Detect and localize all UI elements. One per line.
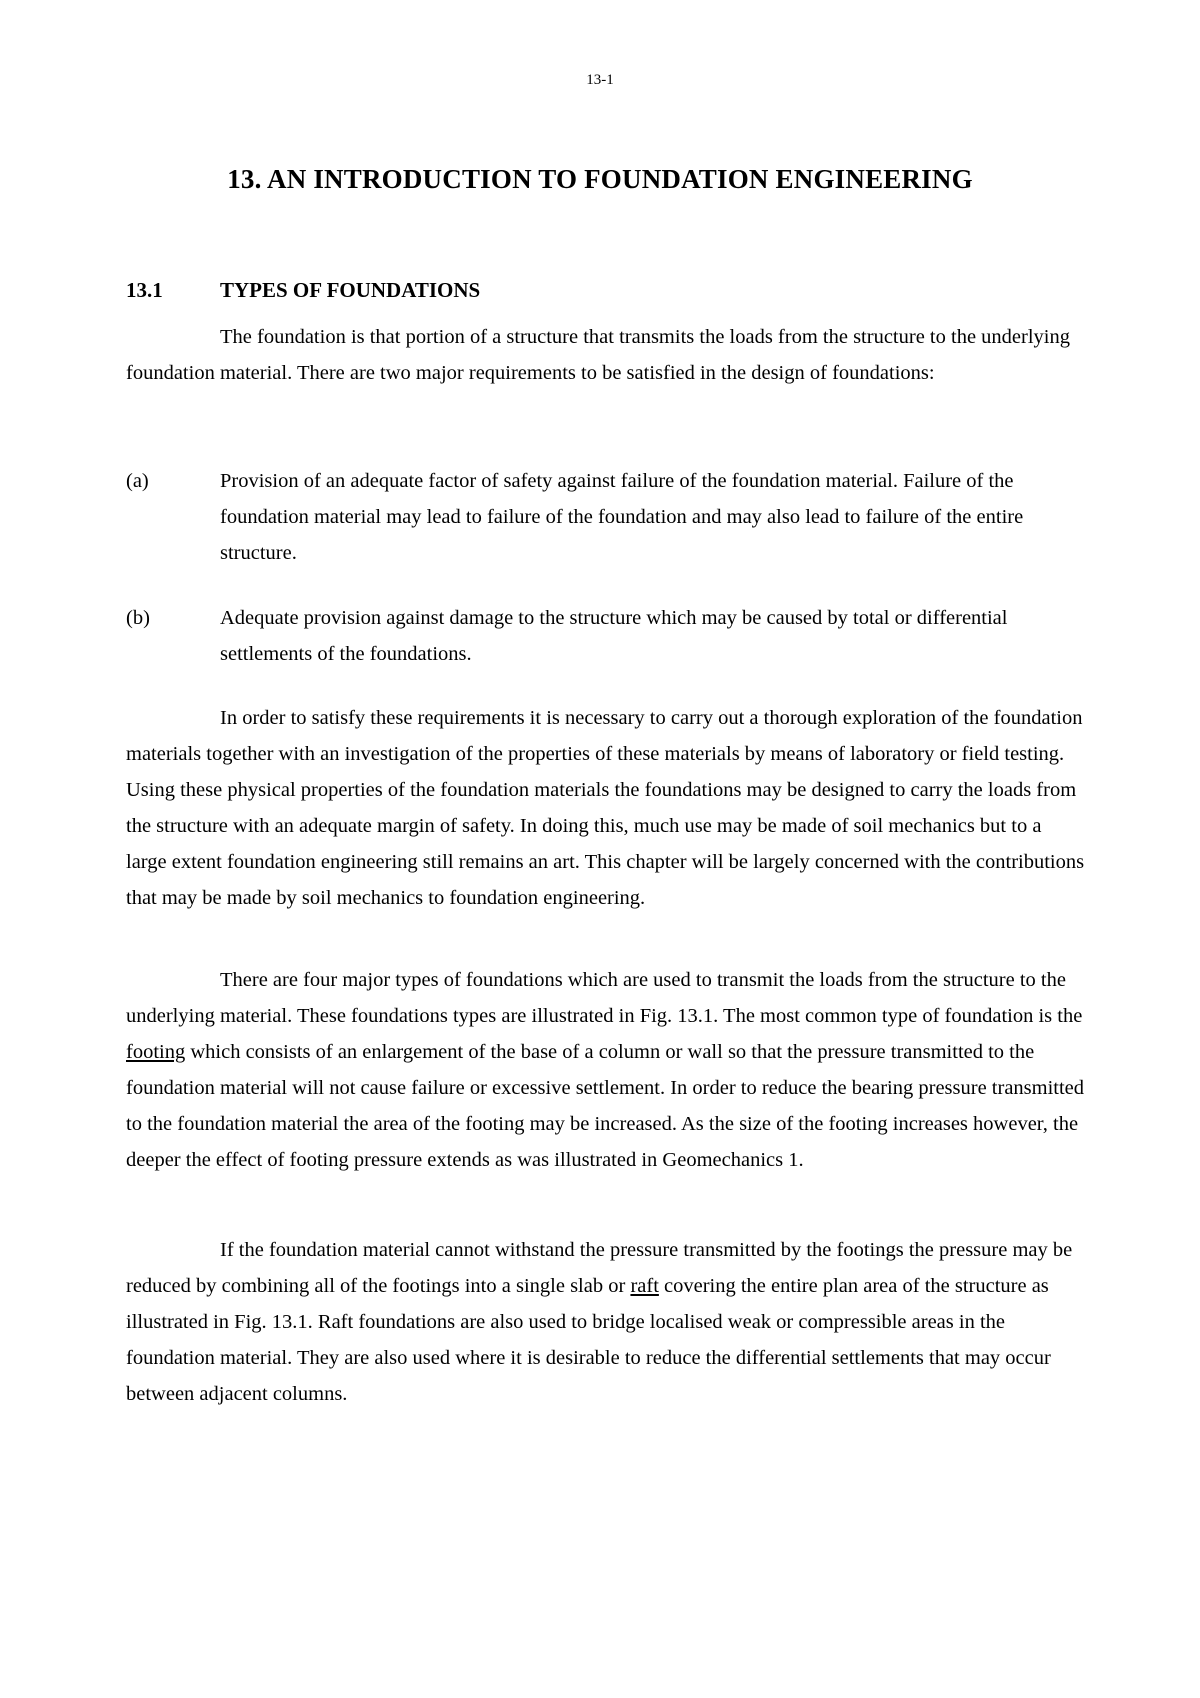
intro-paragraph xyxy=(126,319,1086,391)
chapter-title: 13. AN INTRODUCTION TO FOUNDATION ENGINEERING xyxy=(227,164,973,194)
exploration-paragraph xyxy=(126,700,1086,916)
foundation-types-paragraph xyxy=(126,962,1086,1178)
section-title: TYPES OF FOUNDATIONS xyxy=(220,278,481,302)
raft-text-end: covering the entire plan area of the structure as illustrated in Fig. 13.1. Raft foundations are also used to bridge localised weak or compressible areas in the foundation material. They are also used where it is desirable to reduce the differential settlements that may occur between adjacent columns. xyxy=(126,1275,1051,1405)
section-number: 13.1 xyxy=(126,278,163,302)
section-heading xyxy=(126,278,480,303)
exploration-paragraph-text: In order to satisfy these requirements it is necessary to carry out a thorough exploration of the foundation materials together with an investigation of the properties of these materials by means of laboratory or field testing. Using these physical properties of the foundation materials the foundations may be designed to carry the loads from the structure with an adequate margin of safety. In doing this, much use may be made of soil mechanics but to a large extent foundation engineering still remains an art. This chapter will be largely concerned with the contributions that may be made by soil mechanics to foundation engineering. xyxy=(126,707,1085,909)
foundation-types-text-end: which consists of an enlargement of the base of a column or wall so that the pressure transmitted to the foundation material will not cause failure or excessive settlement. In order to reduce the bearing pressure transmitted to the foundation material the area of the footing may be increased. As the size of the footing increases however, the deeper the effect of footing pressure extends as was illustrated in Geomechanics 1. xyxy=(126,1041,1085,1171)
intro-paragraph-text: The foundation is that portion of a structure that transmits the loads from the structure to the underlying foundation material. There are two major requirements to be satisfied in the design of foundations: xyxy=(126,326,1070,384)
requirement-item-b xyxy=(126,600,1086,672)
footing-term: footing xyxy=(126,1041,186,1063)
requirement-item-a xyxy=(126,463,1086,571)
requirement-text-a: Provision of an adequate factor of safety against failure of the foundation material. Failure of the foundation material may lead to failure of the foundation and may also lead to failure of the entire structure. xyxy=(220,470,1024,564)
page-number: 13-1 xyxy=(586,72,614,88)
requirement-label-b: (b) xyxy=(126,607,150,629)
requirement-label-a: (a) xyxy=(126,470,149,492)
raft-term: raft xyxy=(630,1275,659,1297)
raft-text-start: If the foundation material cannot withstand the pressure transmitted by the footings the pressure may be reduced by combining all of the footings into a single slab or xyxy=(126,1239,1073,1297)
requirement-text-b: Adequate provision against damage to the structure which may be caused by total or differential settlements of the foundations. xyxy=(220,607,1008,665)
raft-paragraph xyxy=(126,1232,1086,1412)
foundation-types-text-start: There are four major types of foundations which are used to transmit the loads from the structure to the underlying material. These foundations types are illustrated in Fig. 13.1. The most common type of foundation is the xyxy=(126,969,1083,1027)
